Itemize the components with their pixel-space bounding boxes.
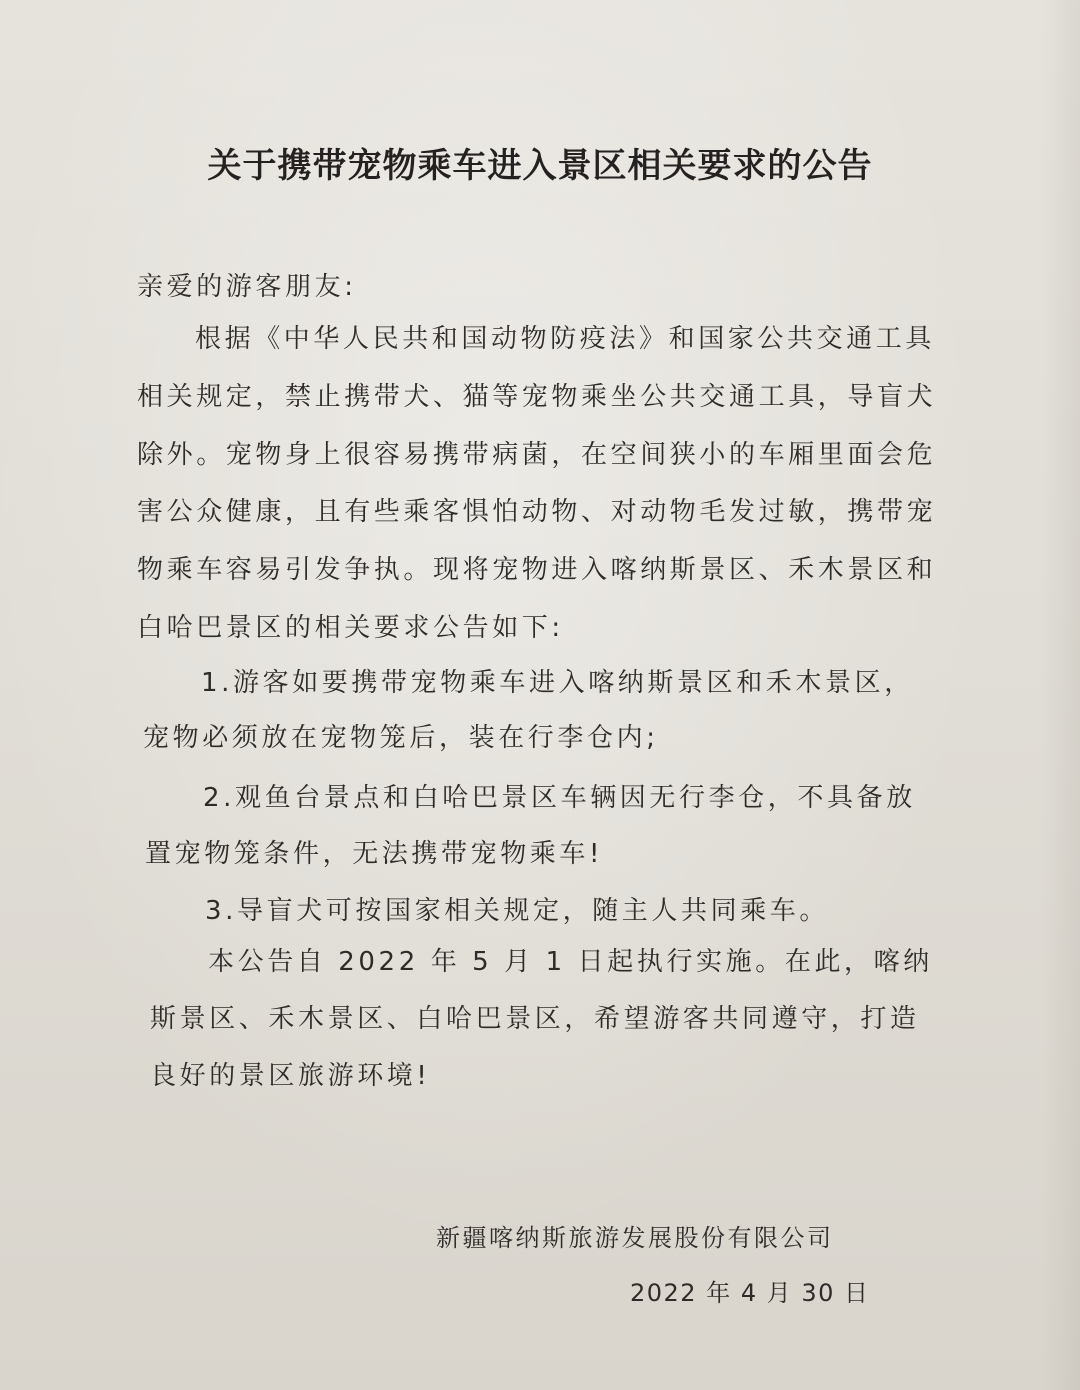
requirement-item-3: 3.导盲犬可按国家相关规定，随主人共同乘车。: [205, 896, 830, 926]
body-paragraph: 根据《中华人民共和国动物防疫法》和国家公共交通工具相关规定，禁止携带犬、猫等宠物乘坐公共交通工具，导盲犬除外。宠物身上很容易携带病菌，在空间狭小的车厢里面会危害公众健康，且有些乘客惧怕动物、对动物毛发过敏，携带宠物乘车容易引发争执。现将宠物进入喀纳斯景区、禾木景区和白哈巴景区的相关要求公告如下:: [137, 324, 937, 643]
notice-title: 关于携带宠物乘车进入景区相关要求的公告: [207, 146, 873, 186]
requirement-item-2: 2.观鱼台景点和白哈巴景区车辆因无行李仓，不具备放置宠物笼条件，无法携带宠物乘车!: [145, 783, 916, 869]
requirement-item-1: 1.游客如要携带宠物乘车进入喀纳斯景区和禾木景区，宠物必须放在宠物笼后，装在行李仓内;: [143, 668, 914, 753]
signature-company: 新疆喀纳斯旅游发展股份有限公司: [436, 1224, 834, 1252]
signature-date: 2022 年 4 月 30 日: [630, 1279, 870, 1307]
salutation: 亲爱的游客朋友:: [137, 272, 357, 302]
closing-paragraph: 本公告自 2022 年 5 月 1 日起执行实施。在此，喀纳斯景区、禾木景区、白哈巴景区，希望游客共同遵守，打造良好的景区旅游环境!: [150, 947, 933, 1091]
